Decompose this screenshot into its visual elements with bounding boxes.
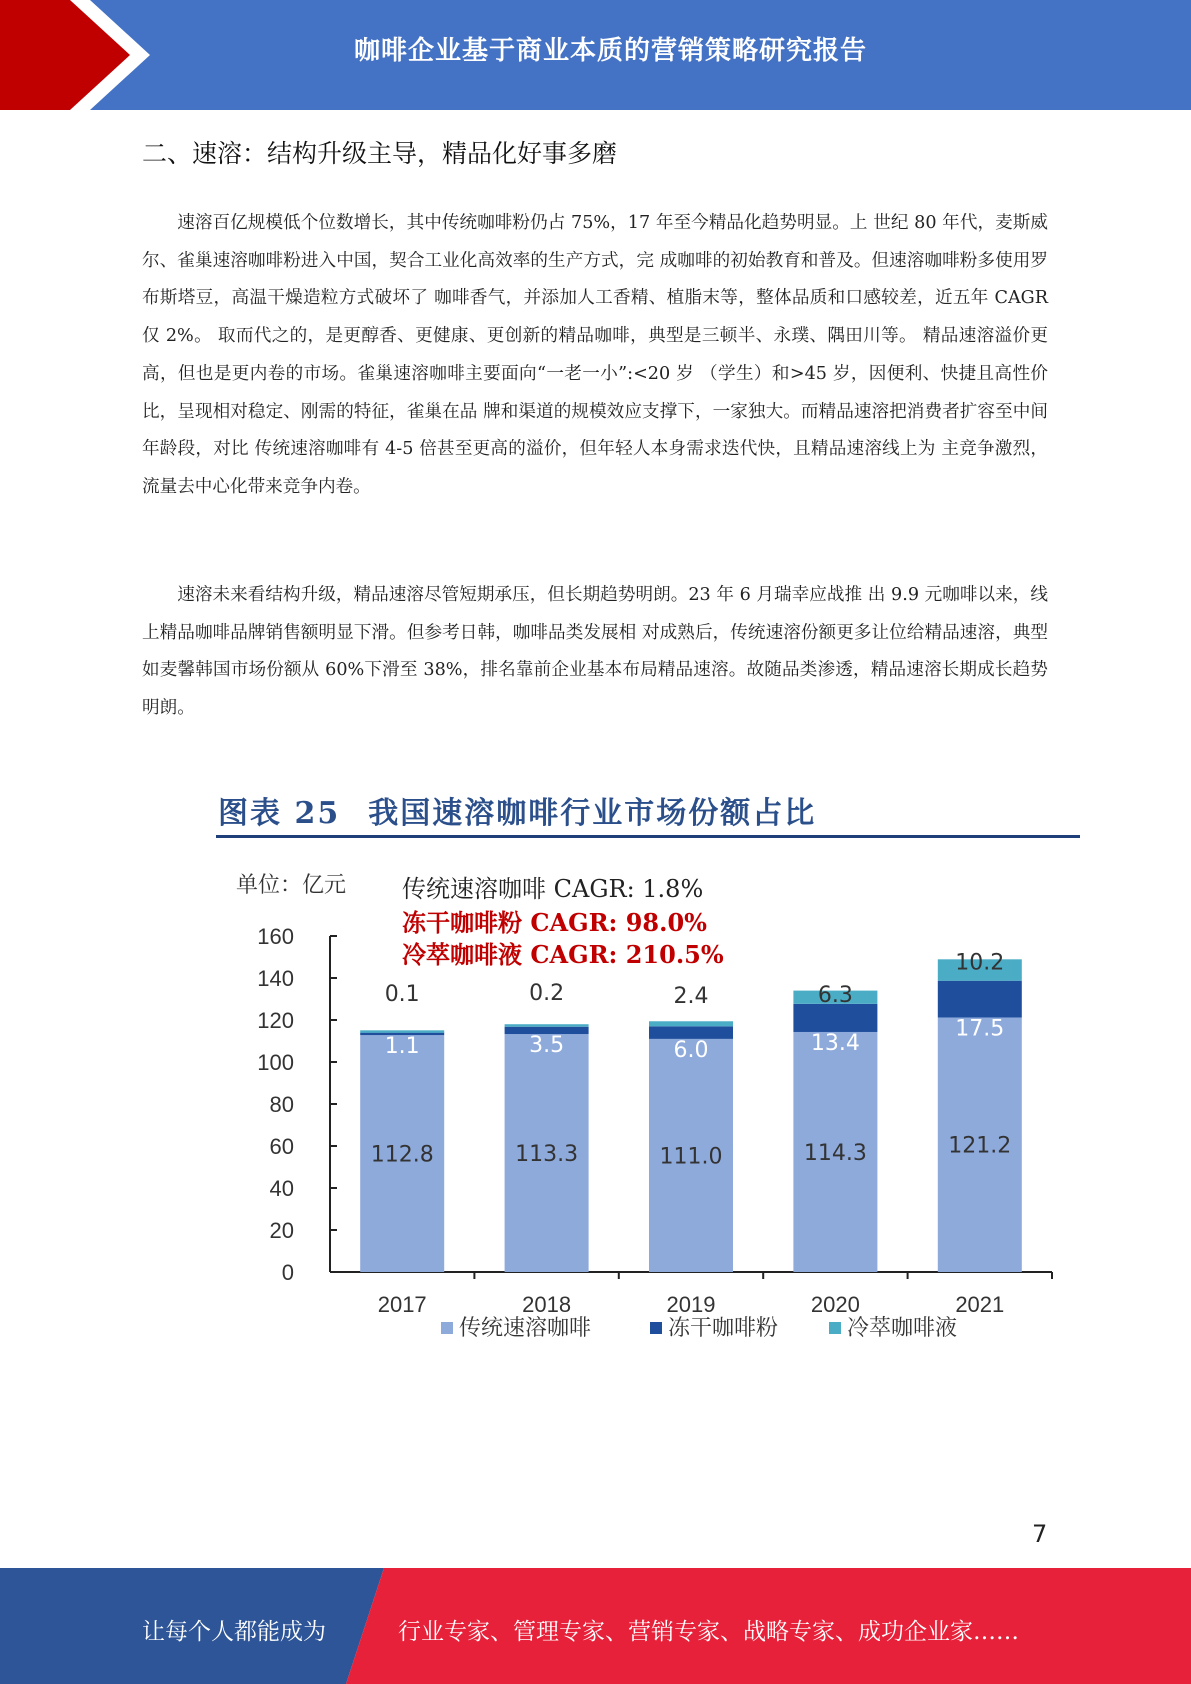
y-tick-label: 120 [257, 1008, 294, 1033]
data-label: 0.1 [384, 982, 420, 1008]
legend-swatch [441, 1322, 453, 1334]
bar-segment [505, 1024, 589, 1027]
report-title: 咖啡企业基于商业本质的营销策略研究报告 [353, 36, 867, 66]
legend-label: 冻干咖啡粉 [668, 1316, 779, 1341]
x-tick-label: 2021 [955, 1292, 1005, 1317]
data-label: 6.3 [817, 982, 853, 1008]
data-label: 121.2 [948, 1133, 1012, 1159]
figure-caption: 我国速溶咖啡行业市场份额占比 [368, 796, 817, 831]
data-label: 13.4 [810, 1030, 860, 1056]
body-paragraph-2: 速溶未来看结构升级，精品速溶尽管短期承压，但长期趋势明朗。23 年 6 月瑞幸应战推 出 9.9 元咖啡以来，线上精品咖啡品牌销售额明显下滑。但参考日韩，咖啡品类发展相 对成熟后，传统速溶份额更多让位给精品速溶，典型如麦馨韩国市场份额从 60%下滑至 38%，排名靠前企业基本布局精品速溶。故随品类渗透，精品速溶长期成长趋势明朗。 [142, 585, 1048, 719]
bar-segment [793, 1004, 877, 1032]
data-label: 111.0 [659, 1144, 723, 1170]
bar-segment [360, 1030, 444, 1033]
y-tick-label: 40 [269, 1176, 294, 1201]
y-tick-label: 60 [269, 1134, 294, 1159]
data-label: 114.3 [803, 1140, 867, 1166]
data-label: 113.3 [515, 1142, 579, 1168]
data-label: 2.4 [673, 983, 709, 1009]
section-title: 二、速溶：结构升级主导，精品化好事多磨 [142, 139, 618, 168]
data-label: 1.1 [384, 1034, 420, 1060]
data-label: 112.8 [370, 1142, 434, 1168]
y-tick-label: 80 [269, 1092, 294, 1117]
page-number: 7 [1032, 1520, 1048, 1548]
x-tick-label: 2018 [522, 1292, 572, 1317]
y-tick-label: 0 [281, 1260, 294, 1285]
legend-label: 冷萃咖啡液 [847, 1316, 958, 1341]
y-tick-label: 160 [257, 924, 294, 949]
data-label: 6.0 [673, 1037, 709, 1063]
y-tick-label: 20 [269, 1218, 294, 1243]
cagr-annotation-freeze-dried: 冻干咖啡粉 CAGR: 98.0% [402, 908, 707, 937]
cagr-annotation-traditional: 传统速溶咖啡 CAGR: 1.8% [402, 875, 704, 903]
legend-swatch [829, 1322, 841, 1334]
body-paragraph-1: 速溶百亿规模低个位数增长，其中传统咖啡粉仍占 75%，17 年至今精品化趋势明显。上 世纪 80 年代，麦斯威尔、雀巢速溶咖啡粉进入中国，契合工业化高效率的生产方式，完 成咖啡的初始教育和普及。但速溶咖啡粉多使用罗布斯塔豆，高温干燥造粒方式破坏了 咖啡香气，并添加人工香精、植脂末等，整体品质和口感较差，近五年 CAGR 仅 2%。 取而代之的，是更醇香、更健康、更创新的精品咖啡，典型是三顿半、永璞、隅田川等。 精品速溶溢价更高，但也是更内卷的市场。雀巢速溶咖啡主要面向“一老一小”:<20 岁 （学生）和>45 岁，因便利、快捷且高性价比，呈现相对稳定、刚需的特征，雀巢在品 牌和渠道的规模效应支撑下，一家独大。而精品速溶把消费者扩容至中间年龄段，对比 传统速溶咖啡有 4-5 倍甚至更高的溢价，但年轻人本身需求迭代快，且精品速溶线上为 主竞争激烈，流量去中心化带来竞争内卷。 [142, 213, 1048, 497]
legend-label: 传统速溶咖啡 [459, 1316, 592, 1341]
footer-slogan-right: 行业专家、管理专家、营销专家、战略专家、成功企业家…… [398, 1619, 1019, 1645]
x-tick-label: 2020 [810, 1292, 860, 1317]
figure-label: 图表 25 [218, 796, 341, 831]
data-label: 3.5 [529, 1033, 565, 1059]
data-label: 10.2 [955, 950, 1005, 976]
x-tick-label: 2019 [666, 1292, 716, 1317]
bar-segment [938, 981, 1022, 1018]
data-label: 17.5 [955, 1016, 1005, 1042]
y-tick-label: 140 [257, 966, 294, 991]
legend-swatch [650, 1322, 662, 1334]
bar-segment [649, 1021, 733, 1026]
x-tick-label: 2017 [377, 1292, 427, 1317]
unit-label: 单位：亿元 [236, 873, 347, 898]
footer-slogan-left: 让每个人都能成为 [142, 1619, 326, 1645]
data-label: 0.2 [529, 981, 565, 1007]
cagr-annotation-cold-brew: 冷萃咖啡液 CAGR: 210.5% [402, 940, 724, 969]
y-tick-label: 100 [257, 1050, 294, 1075]
